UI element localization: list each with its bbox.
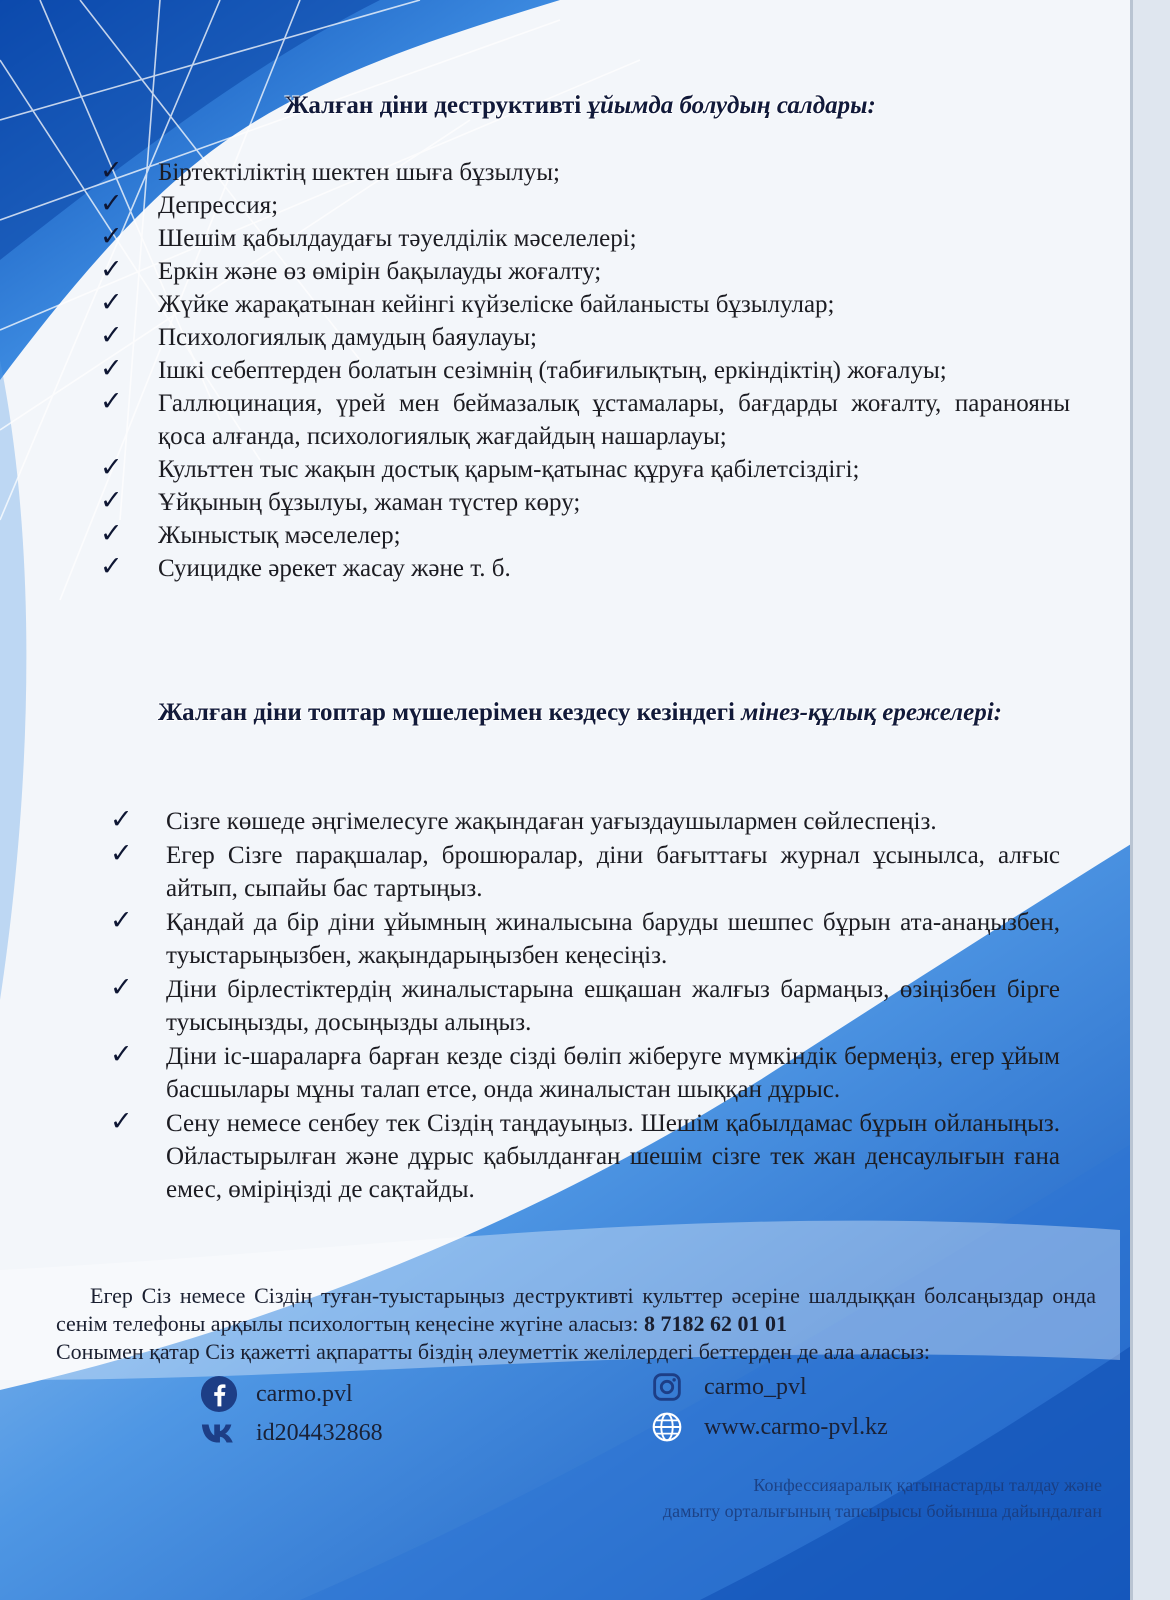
list-item: ✓ Еркін және өз өмірін бақылауды жоғалту; bbox=[100, 254, 602, 285]
checkmark-icon: ✓ bbox=[100, 518, 123, 549]
checkmark-icon: ✓ bbox=[110, 972, 133, 1003]
checkmark-icon: ✓ bbox=[110, 838, 133, 869]
helpline-paragraph: Егер Сіз немесе Сіздің туған-туыстарыңыз деструктивті культтер әсеріне шалдыққан болсаңыздар онда сенім телефоны арқылы психологтың кеңесіне жүгіне аласыз: 8 7182 62 01 01 bbox=[56, 1283, 1096, 1336]
website-url: www.carmo-pvl.kz bbox=[704, 1413, 888, 1440]
checkmark-icon: ✓ bbox=[100, 188, 123, 219]
checkmark-icon: ✓ bbox=[100, 353, 123, 384]
list-item: ✓ Сізге көшеде әңгімелесуге жақындаған уағыздаушылармен сөйлеспеңіз. bbox=[110, 804, 937, 835]
phone-number[interactable]: 8 7182 62 01 01 bbox=[643, 1311, 787, 1336]
checkmark-icon: ✓ bbox=[100, 287, 123, 318]
vk-handle: id204432868 bbox=[256, 1419, 383, 1446]
checkmark-icon: ✓ bbox=[100, 320, 123, 351]
instagram-icon bbox=[648, 1368, 686, 1406]
credit-line-1: Конфессияаралық қатынастарды талдау және bbox=[753, 1475, 1102, 1495]
globe-icon bbox=[648, 1408, 686, 1446]
list-item: ✓ Жыныстық мәселелер; bbox=[100, 518, 401, 549]
list-item: ✓ Қандай да бір діни ұйымның жиналысына баруды шешпес бұрын ата-анаңызбен, туыстарыңызбен, жақындарыңызбен кеңесіңіз. bbox=[110, 905, 1060, 969]
checkmark-icon: ✓ bbox=[100, 155, 123, 186]
list-item: ✓ Діни іс-шараларға барған кезде сізді бөліп жіберуге мүмкіндік бермеңіз, егер ұйым басшылары мұны талап етсе, онда жиналыстан шыққан дұрыс. bbox=[110, 1039, 1060, 1103]
website-link[interactable] bbox=[648, 1408, 888, 1446]
section1-title-italic: ұйымда болудың салдары: bbox=[587, 92, 876, 119]
instagram-handle: carmo_pvl bbox=[704, 1373, 807, 1400]
checkmark-icon: ✓ bbox=[100, 485, 123, 516]
section1-title bbox=[60, 90, 1100, 121]
consequences-list bbox=[100, 156, 1070, 585]
checkmark-icon: ✓ bbox=[100, 551, 123, 582]
checkmark-icon: ✓ bbox=[100, 221, 123, 252]
facebook-handle: carmo.pvl bbox=[256, 1380, 353, 1407]
list-item: ✓ Егер Сізге парақшалар, брошюралар, діни бағыттағы журнал ұсынылса, алғыс айтып, сыпайы бас тартыңыз. bbox=[110, 838, 1060, 902]
facebook-link[interactable] bbox=[200, 1375, 353, 1413]
checkmark-icon: ✓ bbox=[100, 254, 123, 285]
instagram-link[interactable] bbox=[648, 1368, 807, 1406]
social-intro: Сонымен қатар Сіз қажетті ақпаратты біздің әлеуметтік желілердегі беттерден де ала аласыз: bbox=[56, 1339, 931, 1364]
section2-title-italic: мінез-құлық ережелері: bbox=[741, 699, 1002, 726]
list-item: ✓ Ұйқының бұзылуы, жаман түстер көру; bbox=[100, 485, 581, 516]
list-item: ✓ Жүйке жарақатынан кейінгі күйзеліске байланысты бұзылулар; bbox=[100, 287, 835, 318]
list-item: ✓ Психологиялық дамудың баяулауы; bbox=[100, 320, 537, 351]
checkmark-icon: ✓ bbox=[100, 452, 123, 483]
credit-line-2: дамыту орталығының тапсырысы бойынша дайындалған bbox=[662, 1501, 1102, 1521]
section2-title-plain: Жалған діни топтар мүшелерімен кездесу кезіндегі bbox=[158, 699, 742, 726]
helpline-info bbox=[56, 1282, 1096, 1366]
list-item: ✓ Біртектіліктің шектен шыға бұзылуы; bbox=[100, 155, 560, 186]
list-item: ✓ Діни бірлестіктердің жиналыстарына ешқашан жалғыз бармаңыз, өзіңізбен бірге туысыңызды, досыңызды алыңыз. bbox=[110, 972, 1060, 1036]
list-item: ✓ Культтен тыс жақын достық қарым-қатынас құруға қабілетсіздігі; bbox=[100, 452, 860, 483]
list-item: ✓ Шешім қабылдаудағы тәуелділік мәселелері; bbox=[100, 221, 637, 252]
checkmark-icon: ✓ bbox=[110, 905, 133, 936]
list-item: ✓ Ішкі себептерден болатын сезімнің (табиғилықтың, еркіндіктің) жоғалуы; bbox=[100, 353, 947, 384]
checkmark-icon: ✓ bbox=[110, 1039, 133, 1070]
list-item: ✓ Сену немесе сенбеу тек Сіздің таңдауыңыз. Шешім қабылдамас бұрын ойланыңыз. Ойластырылған және дұрыс қабылданған шешім сізге тек жан денсаулығын ғана емес, өміріңізді де сақтайды. bbox=[110, 1106, 1060, 1203]
section1-title-plain: Жалған діни деструктивті bbox=[284, 92, 588, 119]
section2-title bbox=[120, 697, 1040, 728]
checkmark-icon: ✓ bbox=[100, 386, 123, 417]
list-item: ✓ Депрессия; bbox=[100, 188, 279, 219]
checkmark-icon: ✓ bbox=[110, 804, 133, 835]
checkmark-icon: ✓ bbox=[110, 1106, 133, 1137]
facebook-icon bbox=[200, 1375, 238, 1413]
list-item: ✓ Галлюцинация, үрей мен беймазалық ұстамалары, бағдарды жоғалту, паранояны қоса алғанда, психологиялық жағдайдың нашарлауы; bbox=[100, 386, 1070, 450]
list-item: ✓ Суицидке әрекет жасау және т. б. bbox=[100, 551, 511, 582]
vk-link[interactable] bbox=[200, 1414, 383, 1452]
vk-icon bbox=[200, 1414, 238, 1452]
behavior-rules-list bbox=[110, 805, 1060, 1207]
credit-note bbox=[542, 1472, 1102, 1524]
